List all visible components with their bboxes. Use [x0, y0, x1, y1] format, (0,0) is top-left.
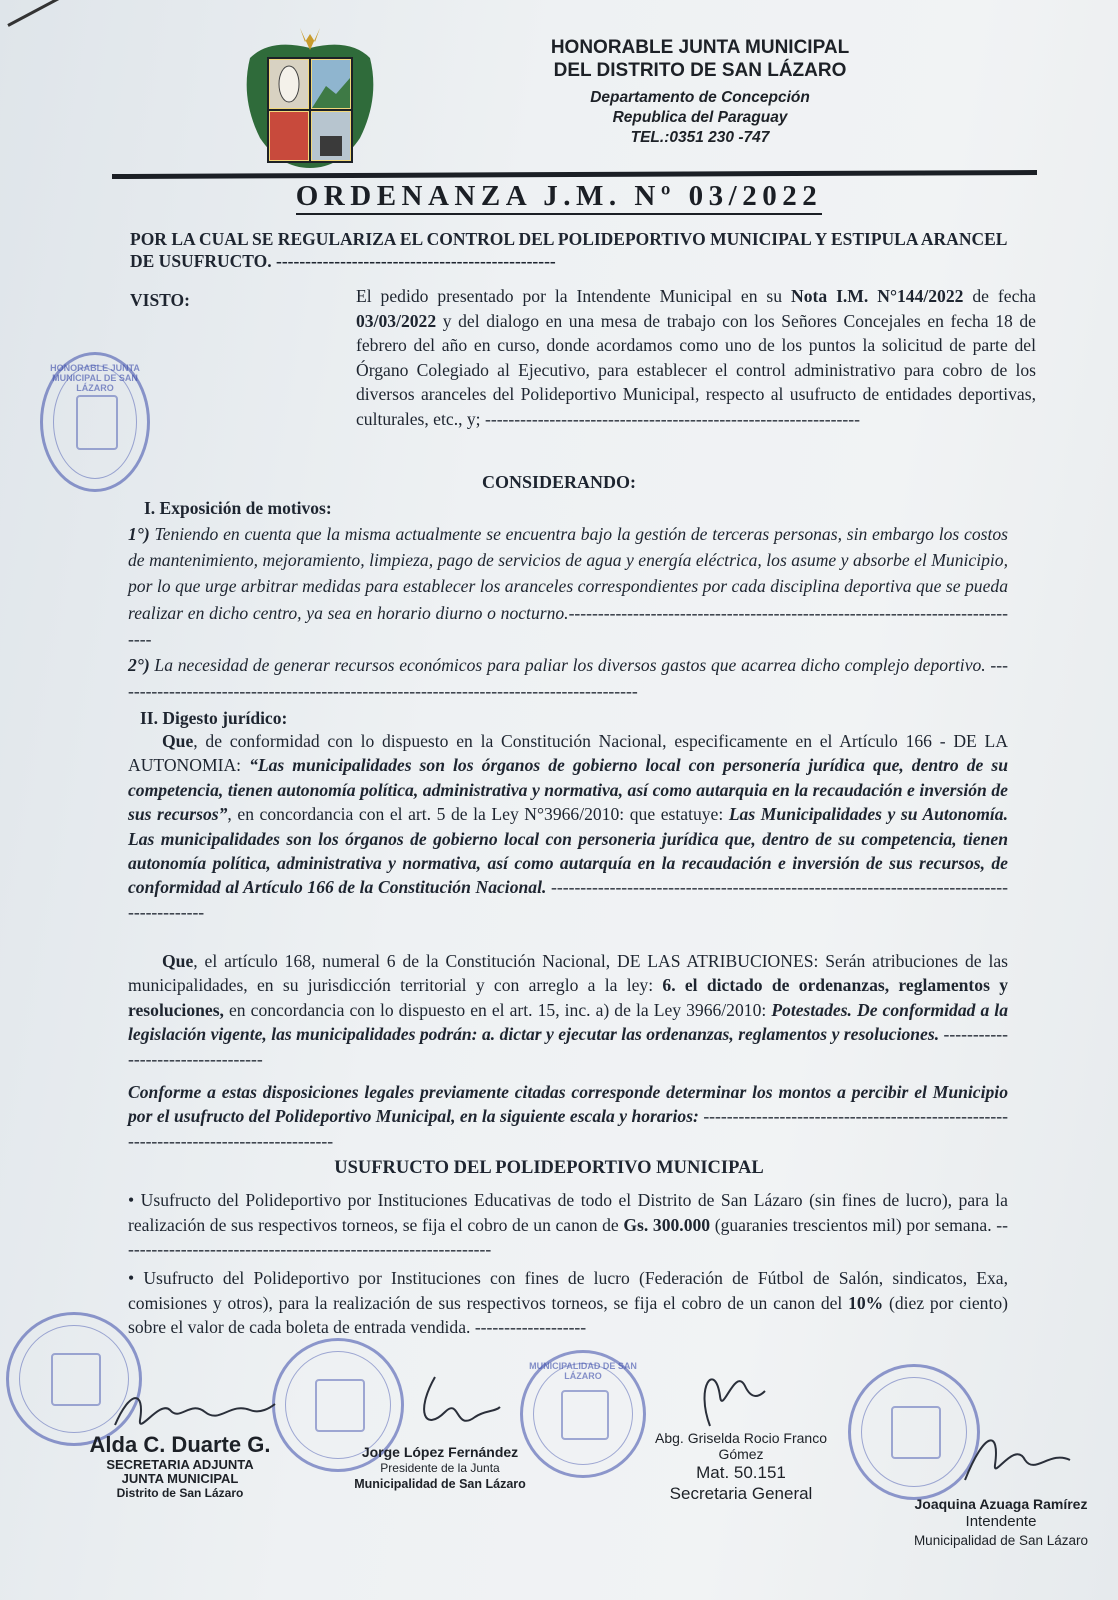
pen-mark	[7, 0, 63, 27]
letterhead	[470, 36, 930, 148]
motive-1: 1°) Teniendo en cuenta que la misma actualmente se encuentra bajo la gestión de terceras personas, sin embargo los costos de mantenimiento, mejoramiento, limpieza, pago de servicios de agua y energía eléctrica, los asume y absorbe el Municipio, por lo que urge arbitrar medidas para establecer los aranceles correspondientes por cada disciplina deportiva que se pueda realizar en dicho centro, ya sea en horario diurno o nocturno.-------------------------------------------------------------------------------	[128, 524, 1008, 649]
bullet: •	[128, 1268, 135, 1288]
usufructo-heading: USUFRUCTO DEL POLIDEPORTIVO MUNICIPAL	[334, 1158, 764, 1178]
country: Republica del Paraguay	[612, 109, 788, 126]
considerando-heading: CONSIDERANDO:	[481, 472, 636, 492]
signatory-name: Alda C. Duarte G.	[89, 1432, 271, 1457]
signature-block-3: Abg. Griselda Rocio Franco Gómez Mat. 50.151 Secretaria General	[636, 1430, 846, 1504]
signatory-name: Jorge López Fernández	[361, 1444, 519, 1460]
signature-scribble-4	[955, 1420, 1075, 1490]
legal-basis-1: Que, de conformidad con lo dispuesto en la Constitución Nacional, especificamente en el Artículo 166 - DE LA AUTONOMIA: “Las municipalidades son los órganos de gobierno local con personería jurídica que, dentro de su competencia, tienen autonomía política, administrativa y normativa, así como autarquia en la recaudación e inversión de sus recursos”, en concordancia con el art. 5 de la Ley N°3966/2010: que estatuye: Las Municipalidades y su Autonomía. Las municipalidades son los órganos de gobierno local con personeria jurídica que, dentro de su competencia, tienen autonomía política, administrativa y normativa, así como autarquía en la recaudación e inversión de sus recursos, de conformidad al Artículo 166 de la Constitución Nacional. -------------------------------------------------------------------------------------------	[128, 731, 1008, 922]
visto-text: El pedido presentado por la Intendente Municipal en su Nota I.M. N°144/2022 de fecha 03/03/2022 y del dialogo en una mesa de trabajo con los Señores Concejales en fecha 18 de febrero del año en curso, donde acordamos como uno de los puntos la solicitud de parte del Órgano Colegiado al Ejecutivo, para establecer el control administrativo para cobro de los diversos aranceles del Polideportivo Municipal, respecto al usufructo de entidades deportivas, culturales, etc., y; ----------------------------------------------------------------	[356, 286, 1036, 429]
org-name-line2: DEL DISTRITO DE SAN LÁZARO	[553, 60, 847, 81]
motive-2: 2°) La necesidad de generar recursos económicos para paliar los diversos gastos que acarrea dicho complejo deportivo. ------------------------------------------------------------------------------------------	[128, 655, 1008, 702]
municipal-stamp: HONORABLE JUNTA MUNICIPAL DE SAN LÁZARO	[40, 352, 150, 492]
legal-basis-2: Que, el artículo 168, numeral 6 de la Constitución Nacional, DE LAS ATRIBUCIONES: Serán atribuciones de las municipalidades, en su jurisdicción territorial y con arreglo a la ley: 6. el dictado de ordenanzas, reglamentos y resoluciones, en concordancia con lo dispuesto en el art. 15, inc. a) de la Ley 3966/2010: Potestades. De conformidad a la legislación vigente, las municipalidades podrán: a. dictar y ejecutar las ordenanzas, reglamentos y resoluciones. ----------------------------------	[128, 951, 1008, 1069]
telephone: TEL.:0351 230 -747	[630, 129, 770, 146]
signature-scribble-1	[110, 1380, 280, 1440]
signature-block-4: Joaquina Azuaga Ramírez Intendente Municipalidad de San Lázaro	[896, 1496, 1106, 1550]
signature-scribble-3	[690, 1356, 770, 1436]
section-1-heading: I. Exposición de motivos:	[144, 498, 332, 518]
visto-label: VISTO:	[130, 290, 190, 310]
document-title	[0, 180, 1118, 213]
usufructo-item-2: • Usufructo del Polideportivo por Instituciones con fines de lucro (Federación de Fútbol de Salón, sindicatos, Exa, comisiones y otros), para la realización de sus respectivos torneos, se fija el cobro de un canon del 10% (diez por ciento) sobre el valor de cada boleta de entrada vendida. -------------------	[128, 1268, 1008, 1338]
usufructo-item-1: • Usufructo del Polideportivo por Instituciones Educativas de todo el Distrito de San Lázaro (sin fines de lucro), para la realización de sus respectivos torneos, se fija el cobro de un canon de Gs. 300.000 (guaranies trescientos mil) por semana. ----------------------------------------------------------------	[128, 1190, 1008, 1260]
subject: POR LA CUAL SE REGULARIZA EL CONTROL DEL POLIDEPORTIVO MUNICIPAL Y ESTIPULA ARANCEL DE USUFRUCTO. ------------------------------------------------	[130, 229, 1007, 271]
org-name-line1: HONORABLE JUNTA MUNICIPAL	[550, 37, 850, 58]
signature-block-1: Alda C. Duarte G. SECRETARIA ADJUNTA JUNTA MUNICIPAL Distrito de San Lázaro	[70, 1432, 290, 1500]
signatory-name: Joaquina Azuaga Ramírez	[914, 1496, 1088, 1512]
secretaria-stamp: MUNICIPALIDAD DE SAN LÁZARO	[520, 1350, 646, 1478]
signatory-name: Abg. Griselda Rocio Franco Gómez	[655, 1430, 827, 1462]
signature-scribble-2	[405, 1372, 505, 1442]
bullet: •	[128, 1190, 135, 1210]
section-2-heading: II. Digesto jurídico:	[140, 708, 288, 728]
coat-of-arms-icon	[240, 28, 380, 174]
department: Departamento de Concepción	[590, 89, 810, 106]
title-text: ORDENANZA J.M. Nº 03/2022	[296, 180, 823, 215]
conforme-paragraph: Conforme a estas disposiciones legales previamente citadas corresponde determinar los montos a percibir el Municipio por el usufructo del Polideportivo Municipal, en la siguiente escala y horarios: ---------------------------------------------------------------------------------------	[128, 1082, 1008, 1151]
signature-block-2: Jorge López Fernández Presidente de la Junta Municipalidad de San Lázaro	[330, 1444, 550, 1492]
